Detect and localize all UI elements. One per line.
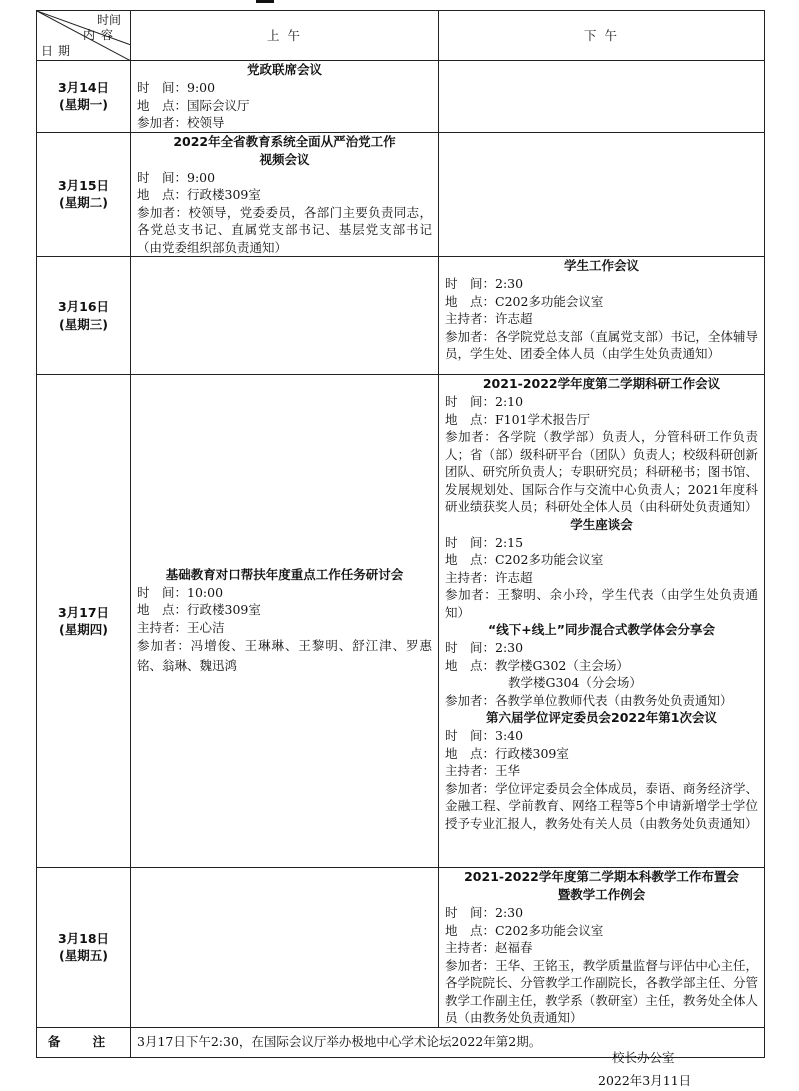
- meeting-block: [445, 516, 758, 622]
- header-row: [37, 11, 765, 61]
- meeting-attendees: 参加者：学位评定委员会全体成员，泰语、商务经济学、金融工程、学前教育、网络工程等5个申请新增学士学位授予专业汇报人，教务处有关人员（由教务处负责通知）: [445, 780, 758, 831]
- meeting-location: 地 点：C202多功能会议室: [445, 293, 604, 309]
- pm-cell: [439, 375, 765, 868]
- date-label: 3月16日: [57, 299, 110, 314]
- date-label: 3月17日: [57, 604, 110, 620]
- meeting-location: 地 点：C202多功能会议室: [445, 552, 604, 567]
- date-cell: [37, 61, 131, 133]
- weekday-label: (星期四): [59, 622, 108, 637]
- date-label: 3月15日: [57, 177, 110, 193]
- header-am: 上 午: [131, 11, 439, 61]
- meeting-attendees: 参加者：各学院党总支部（直属党支部）书记，全体辅导员，学生处、团委全体人员（由学生处负责通知）: [445, 328, 758, 361]
- date-cell: [37, 257, 131, 375]
- day-row-thu: [37, 375, 765, 868]
- meeting-title: 学生座谈会: [570, 516, 633, 532]
- weekday-label: (星期一): [59, 97, 108, 113]
- meeting-host: 主持者：许志超: [445, 569, 533, 585]
- remarks-text: 3月17日下午2:30，在国际会议厅举办极地中心学术论坛2022年第2期。: [131, 1027, 765, 1057]
- day-row-wed: [37, 257, 765, 375]
- meeting-attendees: 参加者：王黎明、余小玲，学生代表（由学生处负责通知）: [445, 587, 758, 620]
- weekday-label: (星期二): [59, 195, 108, 211]
- meeting-time: 时 间：2:30: [445, 276, 524, 291]
- meeting-title: 基础教育对口帮扶年度重点工作任务研讨会: [165, 566, 404, 582]
- meeting-attendees: 参加者：各学院（教学部）负责人，分管科研工作负责人；省（部）级科研平台（团队）负责人；校级科研创新团队、研究所负责人；专职研究员；科研秘书；图书馆、发展规划处、国际合作与交流中心负责人；2021年度科研业绩获奖人员；科研处全体人员（由科研处负责通知）: [445, 429, 759, 514]
- pm-cell-empty: [439, 132, 765, 257]
- meeting-time: 时 间：2:30: [445, 905, 524, 920]
- meeting-block: [445, 621, 758, 709]
- weekday-label: (星期五): [59, 948, 108, 964]
- meeting-host: 主持者：赵福春: [445, 940, 533, 955]
- meeting-host: 主持者：许志超: [445, 311, 533, 326]
- meeting-attendees: 参加者：校领导: [137, 115, 225, 130]
- pm-cell-empty: [439, 61, 765, 133]
- diagonal-header-cell: [37, 11, 131, 61]
- meeting-host: 主持者：王华: [445, 763, 521, 778]
- meeting-title: 第六届学位评定委员会2022年第1次会议: [486, 710, 717, 725]
- meeting-time: 时 间：2:15: [445, 534, 524, 550]
- meeting-location-2: 教学楼G304（分会场）: [508, 675, 642, 690]
- date-cell: [37, 868, 131, 1028]
- meeting-time: 时 间：10:00: [137, 584, 224, 600]
- meeting-attendees: 参加者：校领导，党委委员，各部门主要负责同志，各党总支书记、直属党支部书记、基层党支部书记（由党委组织部负责通知）: [137, 204, 432, 255]
- meeting-attendees: 参加者：王华、王铭玉，教学质量监督与评估中心主任，各学院院长、分管教学工作副院长，各教学部主任、分管教学工作副主任，教学系（教研室）主任，教务处全体人员（由教务处负责通知）: [445, 957, 758, 1025]
- date-label: 3月18日: [57, 930, 110, 946]
- meeting-title: 学生工作会议: [563, 258, 639, 273]
- meeting-location: 地 点：F101学术报告厅: [445, 411, 591, 427]
- meeting-time: 时 间：2:30: [445, 640, 524, 655]
- day-row-tue: [37, 132, 765, 257]
- meeting-title: 党政联席会议: [246, 62, 322, 77]
- remarks-label: 备 注: [37, 1027, 131, 1057]
- meeting-host: 主持者：王心洁: [137, 619, 225, 635]
- meeting-title-line-2: 暨教学工作例会: [557, 887, 646, 902]
- meeting-title-line-2: 视频会议: [259, 151, 310, 167]
- meeting-title: “线下+线上”同步混合式教学体会分享会: [488, 622, 715, 637]
- meeting-attendees: 参加者：冯增俊、王琳琳、王黎明、舒江津、罗惠铭、翁琳、魏迅鸿: [137, 638, 432, 674]
- meeting-location: 地 点：教学楼G302（主会场）: [445, 657, 629, 673]
- am-cell: [131, 132, 439, 257]
- am-cell-empty: [131, 868, 439, 1028]
- footer-date: 2022年3月11日: [598, 1073, 692, 1088]
- meeting-location: 地 点：C202多功能会议室: [445, 922, 604, 938]
- day-row-fri: [37, 868, 765, 1028]
- meeting-block: [445, 375, 758, 516]
- am-cell-empty: [131, 257, 439, 375]
- header-date-label: 日期: [41, 44, 76, 58]
- header-time-label: 时间: [97, 13, 122, 27]
- meeting-time: 时 间：9:00: [137, 80, 216, 95]
- meeting-time: 时 间：2:10: [445, 394, 524, 409]
- meeting-location: 地 点：国际会议厅: [137, 97, 250, 113]
- meeting-title-line-1: 2022年全省教育系统全面从严治党工作: [173, 133, 396, 149]
- top-rule: [256, 0, 274, 3]
- meeting-attendees: 参加者：各教学单位教师代表（由教务处负责通知）: [445, 692, 733, 708]
- header-content-label: 内容: [83, 28, 120, 42]
- meeting-title: 2021-2022学年度第二学期科研工作会议: [482, 376, 721, 391]
- day-row-mon: [37, 61, 765, 133]
- meeting-time: 时 间：9:00: [137, 169, 216, 185]
- am-cell: [131, 61, 439, 133]
- meeting-block: [445, 709, 758, 832]
- weekly-schedule-table: [36, 10, 765, 1058]
- meeting-time: 时 间：3:40: [445, 728, 524, 743]
- meeting-location: 地 点：行政楼309室: [137, 602, 261, 618]
- date-cell: [37, 132, 131, 257]
- weekday-label: (星期三): [59, 316, 108, 332]
- pm-cell: [439, 257, 765, 375]
- header-pm: 下 午: [439, 11, 765, 61]
- pm-cell: [439, 868, 765, 1028]
- am-cell: [131, 375, 439, 868]
- meeting-title-line-1: 2021-2022学年度第二学期本科教学工作布置会: [464, 869, 739, 884]
- meeting-location: 地 点：行政楼309室: [445, 745, 569, 761]
- meeting-location: 地 点：行政楼309室: [137, 187, 261, 202]
- date-label: 3月14日: [57, 79, 110, 95]
- date-cell: [37, 375, 131, 868]
- footer-office: 校长办公室: [612, 1050, 675, 1065]
